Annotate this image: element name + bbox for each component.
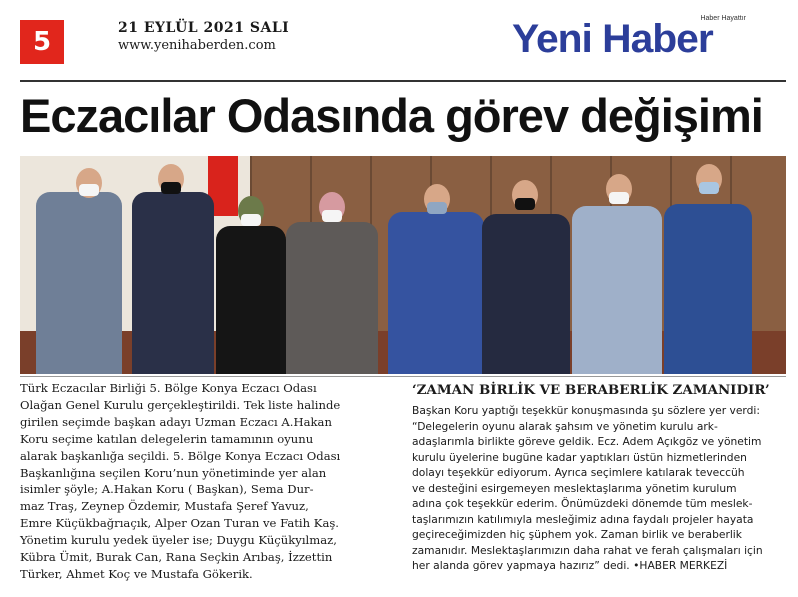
logo-wordmark: Yeni Haber	[512, 17, 713, 61]
article-body-left	[20, 380, 400, 583]
logo-tagline: Haber Hayattır	[700, 15, 746, 22]
person-7-mask	[609, 192, 629, 204]
page-number-badge: 5	[20, 20, 64, 64]
issue-date: 21 EYLÜL 2021 SALI	[118, 20, 290, 36]
body-line: Kübra Ümit, Burak Can, Rana Seçkin Arıbaş, İzzettin	[20, 550, 333, 565]
body-line: isimler şöyle; A.Hakan Koru ( Başkan), Sema Dur-	[20, 482, 314, 497]
body-line: dolayı teşekkür ediyorum. Ayrıca seçimlere katılarak teveccüh	[412, 466, 745, 479]
body-line: adaşlarımla birlikte göreve geldik. Ecz. Adem Açıkgöz ve yönetim	[412, 435, 762, 448]
body-line: Olağan Genel Kurulu gerçekleştirildi. Tek liste halinde	[20, 397, 341, 412]
person-1-mask	[79, 184, 99, 196]
person-3-mask	[241, 214, 261, 226]
person-3	[216, 226, 286, 374]
body-line: Başkanlığına seçilen Koru’nun yönetiminde yer alan	[20, 465, 327, 480]
person-6-mask	[515, 198, 535, 210]
body-line: ve desteğini esirgemeyen meslektaşlarıma yönetim kurulum	[412, 481, 737, 495]
person-7	[572, 206, 662, 374]
website-url[interactable]: www.yenihaberden.com	[118, 38, 276, 53]
body-line: taşlarımızın katılımıyla mesleğimiz adına faydalı projeler hayata	[412, 512, 754, 526]
person-5	[388, 212, 484, 374]
body-line: “Delegelerin oyunu alarak şahsım ve yönetim kurulu ark-	[412, 419, 718, 433]
person-2	[132, 192, 214, 374]
person-8	[664, 204, 752, 374]
body-line: girilen seçimde başkan adayı Uzman Eczacı A.Hakan	[20, 414, 332, 429]
person-6	[482, 214, 570, 374]
body-line: maz Traş, Zeynep Özdemir, Mustafa Şeref Yavuz,	[20, 499, 309, 514]
article-headline: Eczacılar Odasında görev değişimi	[20, 89, 763, 142]
body-line: Yönetim kurulu yedek üyeler ise; Duygu Küçükyılmaz,	[20, 533, 337, 548]
article-body-right	[412, 403, 786, 574]
body-line: Türker, Ahmet Koç ve Mustafa Gökerik.	[20, 566, 253, 581]
body-line: kurulu üyelerine bugüne kadar yaptıkları üstün hizmetlerinden	[412, 450, 747, 464]
person-4	[286, 222, 378, 374]
body-line: Başkan Koru yaptığı teşekkür konuşmasında şu sözlere yer verdi:	[412, 404, 760, 417]
person-4-mask	[322, 210, 342, 222]
body-line: geçireceğimizden hiç şüphem yok. Zaman birlik ve beraberlik	[412, 528, 742, 541]
person-2-mask	[161, 182, 181, 194]
body-line: Emre Küçükbağrıaçık, Alper Ozan Turan ve Fatih Kaş.	[20, 516, 339, 531]
body-line: her alanda görev yapmaya hazırız” dedi. •HABER MERKEZİ	[412, 559, 728, 572]
photo-divider	[20, 376, 786, 377]
person-5-mask	[427, 202, 447, 214]
person-8-mask	[699, 182, 719, 194]
header-divider	[20, 80, 786, 82]
body-line: Koru seçime katılan delegelerin tamamının oyunu	[20, 431, 314, 446]
body-line: zamanıdır. Meslektaşlarımızın daha rahat ve ferah çalışmaları için	[412, 543, 763, 557]
body-line: adına çok teşekkür ederim. Önümüzdeki dönemde tüm meslek-	[412, 497, 753, 510]
person-1	[36, 192, 122, 374]
body-line: alarak başkanlığa seçildi. 5. Bölge Konya Eczacı Odası	[20, 448, 341, 463]
group-photo	[20, 156, 786, 374]
newspaper-logo	[512, 15, 748, 65]
body-line: Türk Eczacılar Birliği 5. Bölge Konya Eczacı Odası	[20, 381, 317, 395]
article-subheading: ‘ZAMAN BİRLİK VE BERABERLİK ZAMANIDIR’	[412, 382, 770, 398]
